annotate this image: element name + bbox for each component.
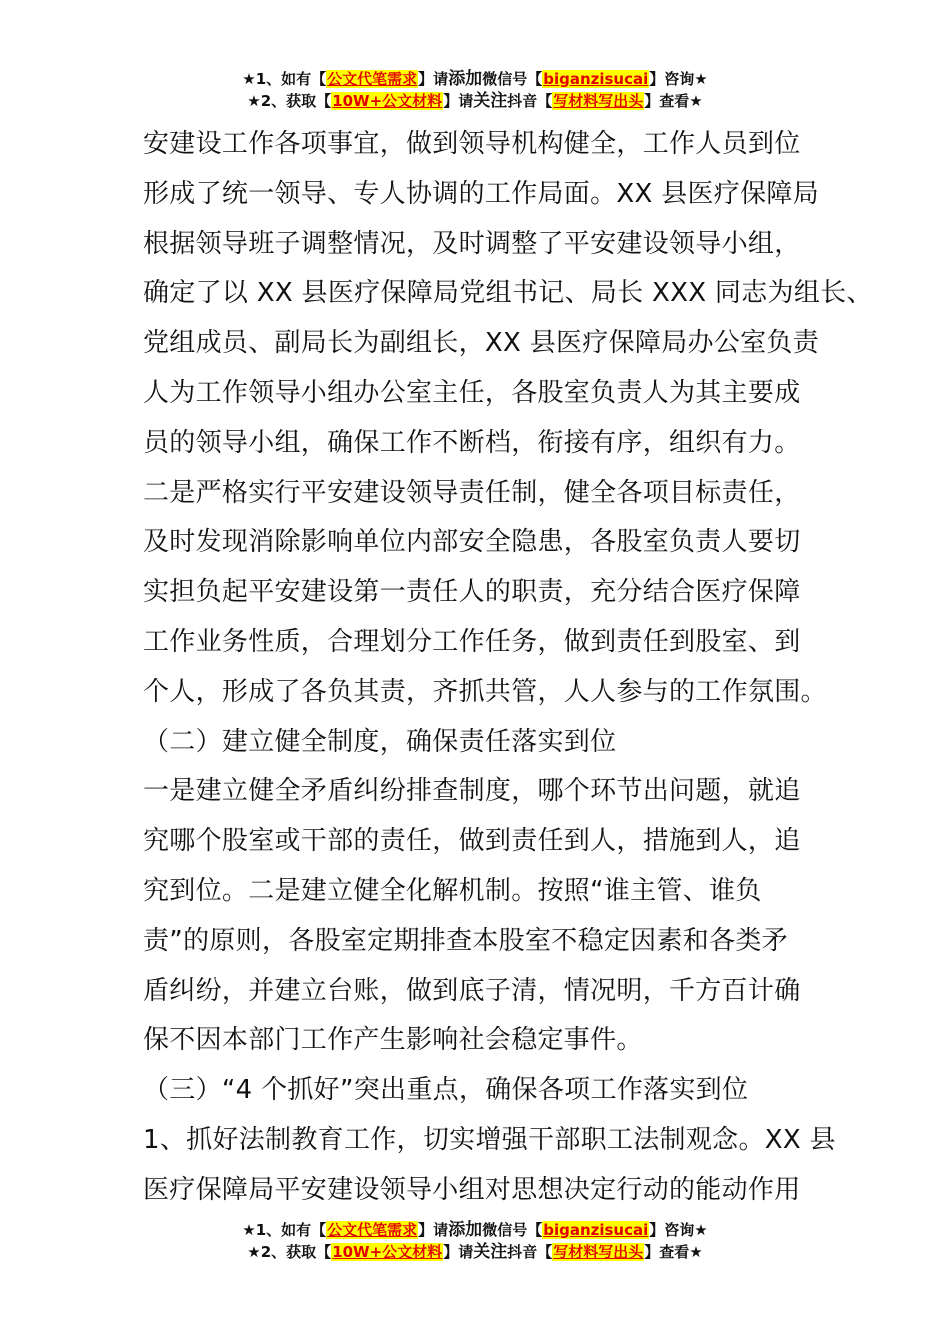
body-line: 根据领导班子调整情况，及时调整了平安建设领导小组，	[143, 228, 801, 259]
body-line: 保不因本部门工作产生影响社会稳定事件。	[143, 1025, 643, 1056]
promo-text: 】请	[443, 92, 474, 110]
body-line: 盾纠纷，并建立台账，做到底子清，情况明，千方百计确	[143, 975, 801, 1006]
promo-emphasis: 关注	[473, 1242, 508, 1262]
promo-highlight: 公文代笔需求	[327, 70, 418, 88]
promo-emphasis: 关注	[473, 91, 508, 111]
body-line: 人为工作领导小组办公室主任，各股室负责人为其主要成	[143, 377, 801, 408]
promo-highlight: 公文代笔需求	[327, 1221, 418, 1239]
promo-prefix: ★1、如有【	[242, 1221, 327, 1239]
promo-line-2	[0, 1241, 950, 1263]
promo-highlight: 10W+公文材料	[332, 1243, 443, 1261]
promo-text: 抖音【	[507, 92, 553, 110]
body-line: 员的领导小组，确保工作不断档，衔接有序，组织有力。	[143, 427, 801, 458]
section-heading: （三）“4 个抓好”突出重点，确保各项工作落实到位	[143, 1075, 749, 1106]
promo-highlight: 10W+公文材料	[332, 92, 443, 110]
promo-highlight: 写材料写出头	[553, 92, 644, 110]
body-line: 安建设工作各项事宜，做到领导机构健全，工作人员到位	[143, 129, 801, 159]
body-line: 实担负起平安建设第一责任人的职责，充分结合医疗保障	[143, 577, 801, 608]
body-line: 一是建立健全矛盾纠纷排查制度，哪个环节出问题，就追	[143, 776, 801, 807]
body-line: 形成了统一领导、专人协调的工作局面。XX 县医疗保障局	[143, 178, 819, 209]
body-line: 党组成员、副局长为副组长，XX 县医疗保障局办公室负责	[143, 328, 819, 359]
promo-line-2	[0, 90, 950, 112]
footer-promo-banner	[0, 1219, 950, 1263]
promo-highlight: 写材料写出头	[553, 1243, 644, 1261]
document-body	[143, 120, 873, 1216]
promo-emphasis: 添加	[448, 1220, 483, 1240]
promo-text: 】请	[443, 1243, 474, 1261]
header-promo-banner	[0, 68, 950, 112]
body-line: 个人，形成了各负其责，齐抓共管，人人参与的工作氛围。	[143, 676, 827, 707]
promo-prefix: ★1、如有【	[242, 70, 327, 88]
promo-text: 抖音【	[507, 1243, 553, 1261]
body-line: 究哪个股室或干部的责任，做到责任到人，措施到人，追	[143, 826, 801, 857]
body-line: 及时发现消除影响单位内部安全隐患，各股室负责人要切	[143, 527, 801, 558]
body-line: 医疗保障局平安建设领导小组对思想决定行动的能动作用	[143, 1174, 801, 1205]
body-line: 工作业务性质，合理划分工作任务，做到责任到股室、到	[143, 626, 801, 657]
promo-text: 】请	[418, 70, 449, 88]
promo-line-1	[0, 1219, 950, 1241]
body-line: 二是严格实行平安建设领导责任制，健全各项目标责任，	[143, 477, 801, 508]
promo-suffix: 】查看★	[644, 1243, 703, 1261]
promo-highlight: biganzisucai	[543, 70, 649, 88]
body-line: 究到位。二是建立健全化解机制。按照“谁主管、谁负	[143, 875, 762, 906]
promo-line-1	[0, 68, 950, 90]
body-line: 1、抓好法制教育工作，切实增强干部职工法制观念。XX 县	[143, 1124, 836, 1155]
promo-emphasis: 添加	[448, 69, 483, 89]
promo-suffix: 】咨询★	[649, 70, 708, 88]
body-line: 责”的原则，各股室定期排查本股室不稳定因素和各类矛	[143, 925, 788, 956]
promo-text: 微信号【	[482, 70, 543, 88]
section-heading: （二）建立健全制度，确保责任落实到位	[143, 726, 617, 757]
promo-highlight: biganzisucai	[543, 1221, 649, 1239]
promo-text: 微信号【	[482, 1221, 543, 1239]
promo-prefix: ★2、获取【	[247, 92, 332, 110]
promo-suffix: 】查看★	[644, 92, 703, 110]
promo-text: 】请	[418, 1221, 449, 1239]
promo-suffix: 】咨询★	[649, 1221, 708, 1239]
promo-prefix: ★2、获取【	[247, 1243, 332, 1261]
body-line: 确定了以 XX 县医疗保障局党组书记、局长 XXX 同志为组长、	[143, 278, 873, 309]
